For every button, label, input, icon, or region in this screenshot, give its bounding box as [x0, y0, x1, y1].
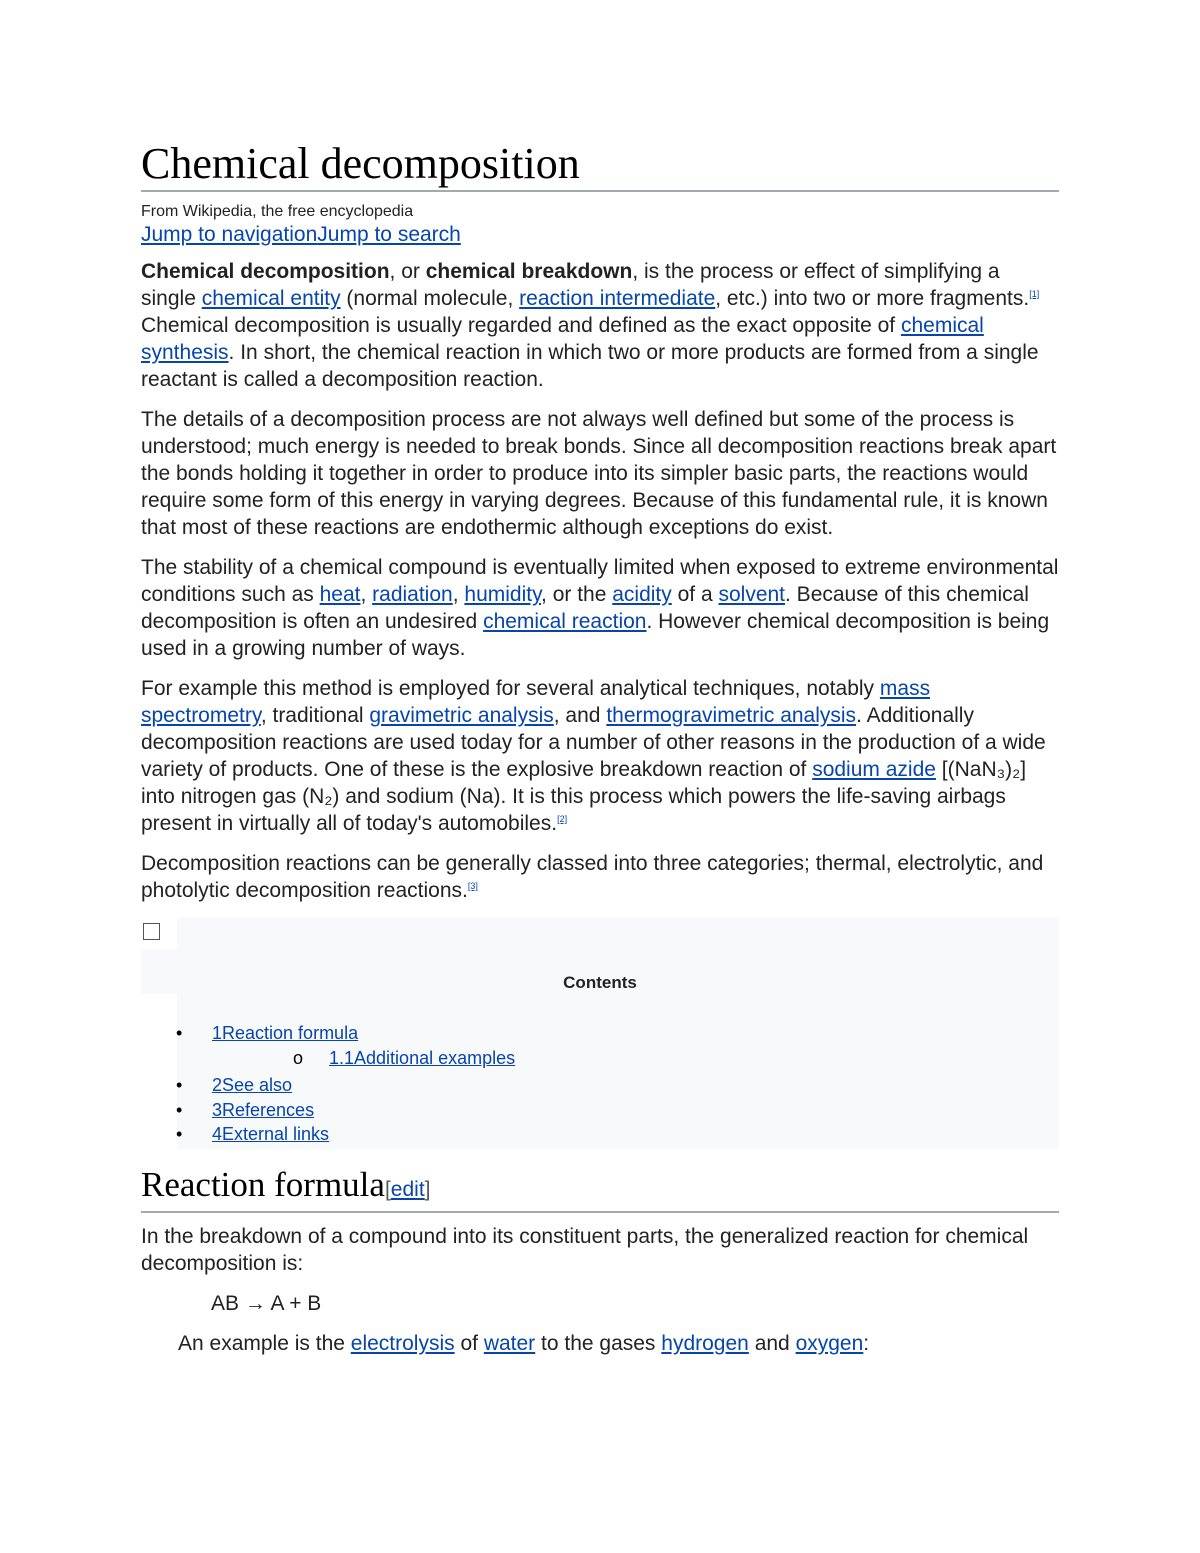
jump-to-search-link[interactable]: Jump to search [317, 223, 461, 246]
bullet-icon: • [176, 1100, 183, 1120]
edit-section-link[interactable]: edit [390, 1178, 425, 1201]
bold-term: chemical breakdown [425, 260, 633, 283]
link-radiation[interactable]: radiation [372, 583, 453, 606]
bullet-icon: • [176, 1023, 183, 1043]
bold-term: Chemical decomposition [141, 260, 390, 283]
tagline: From Wikipedia, the free encyclopedia [141, 203, 414, 220]
link-electrolysis[interactable]: electrolysis [350, 1332, 455, 1355]
toc-item [176, 1123, 330, 1145]
section-paragraph-1: In the breakdown of a compound into its constituent parts, the generalized reaction for chemical decomposition is: [141, 1225, 1029, 1275]
toc-link-reaction-formula[interactable]: 1Reaction formula [212, 1023, 359, 1043]
link-acidity[interactable]: acidity [612, 583, 672, 606]
link-mass-spectrometry[interactable]: mass spectrometry [141, 677, 931, 727]
link-oxygen[interactable]: oxygen [795, 1332, 864, 1355]
table-of-contents [141, 917, 1059, 1149]
link-reaction-intermediate[interactable]: reaction intermediate [519, 287, 716, 310]
intro-paragraph-4: For example this method is employed for several analytical techniques, notably mass spectrometry, traditional gravimetric analysis, and thermogravimetric analysis. Additionally decomposition reactions are used today for a number of other reasons in the production of a wide variety of products. One of these is the explosive breakdown reaction of sodium azide [(NaN₃)₂] into nitrogen gas (N₂) and sodium (Na). It is this process which powers the life-saving airbags present in virtually all of today's automobiles.[2] [141, 677, 1046, 835]
edit-section: [edit] [384, 1178, 431, 1201]
intro-paragraph-2: The details of a decomposition process are not always well defined but some of the process is understood; much energy is needed to break bonds. Since all decomposition reactions break apart the bonds holding it together in order to produce into its simpler basic parts, the reactions would require some form of this energy in varying degrees. Because of this fundamental rule, it is known that most of these reactions are endothermic although exceptions do exist. [141, 408, 1057, 539]
sub-bullet-icon: o [293, 1048, 304, 1068]
link-water[interactable]: water [483, 1332, 536, 1355]
link-hydrogen[interactable]: hydrogen [661, 1332, 749, 1355]
link-sodium-azide[interactable]: sodium azide [812, 758, 936, 781]
link-thermogravimetric-analysis[interactable]: thermogravimetric analysis [606, 704, 857, 727]
section-paragraph-2: An example is the electrolysis of water to the gases hydrogen and oxygen: [178, 1332, 870, 1355]
link-solvent[interactable]: solvent [718, 583, 786, 606]
page-title: Chemical decomposition [141, 140, 1059, 192]
jump-links [141, 222, 1059, 248]
citation-2[interactable]: [2] [557, 814, 568, 824]
bullet-icon: • [176, 1124, 183, 1144]
toc-subitem [293, 1047, 516, 1069]
toc-item [176, 1074, 293, 1096]
link-gravimetric-analysis[interactable]: gravimetric analysis [369, 704, 554, 727]
toc-toggle-checkbox[interactable] [143, 923, 160, 940]
toc-link-references[interactable]: 3References [212, 1100, 315, 1120]
toc-item [176, 1099, 315, 1121]
link-humidity[interactable]: humidity [464, 583, 542, 606]
toc-link-see-also[interactable]: 2See also [212, 1075, 293, 1095]
reaction-formula: AB → A + B [211, 1292, 322, 1315]
intro-paragraph-1: Chemical decomposition, or chemical breakdown, is the process or effect of simplifying a single chemical entity (normal molecule, reaction intermediate, etc.) into two or more fragments.[1] Chemical decomposition is usually regarded and defined as the exact opposite of chemical synthesis. In short, the chemical reaction in which two or more products are formed from a single reactant is called a decomposition reaction. [141, 260, 1040, 391]
jump-to-navigation-link[interactable]: Jump to navigation [141, 223, 318, 246]
link-chemical-entity[interactable]: chemical entity [201, 287, 341, 310]
toc-item [176, 1022, 359, 1044]
link-chemical-reaction[interactable]: chemical reaction [483, 610, 647, 633]
toc-link-external-links[interactable]: 4External links [212, 1124, 330, 1144]
toc-link-additional-examples[interactable]: 1.1Additional examples [329, 1048, 516, 1068]
link-heat[interactable]: heat [319, 583, 361, 606]
link-chemical-synthesis[interactable]: chemical synthesis [141, 314, 984, 364]
citation-3[interactable]: [3] [467, 881, 478, 891]
intro-paragraph-5: Decomposition reactions can be generally classed into three categories; thermal, electrolytic, and photolytic decomposition reactions.[3] [141, 852, 1044, 902]
article [141, 140, 1059, 1370]
citation-1[interactable]: [1] [1029, 289, 1040, 299]
section-heading-reaction-formula: Reaction formula[edit] [141, 1165, 1059, 1213]
intro-paragraph-3: The stability of a chemical compound is eventually limited when exposed to extreme environmental conditions such as heat, radiation, humidity, or the acidity of a solvent. Because of this chemical decomposition is often an undesired chemical reaction. However chemical decomposition is being used in a growing number of ways. [141, 556, 1059, 660]
bullet-icon: • [176, 1075, 183, 1095]
toc-title: Contents [563, 973, 637, 992]
